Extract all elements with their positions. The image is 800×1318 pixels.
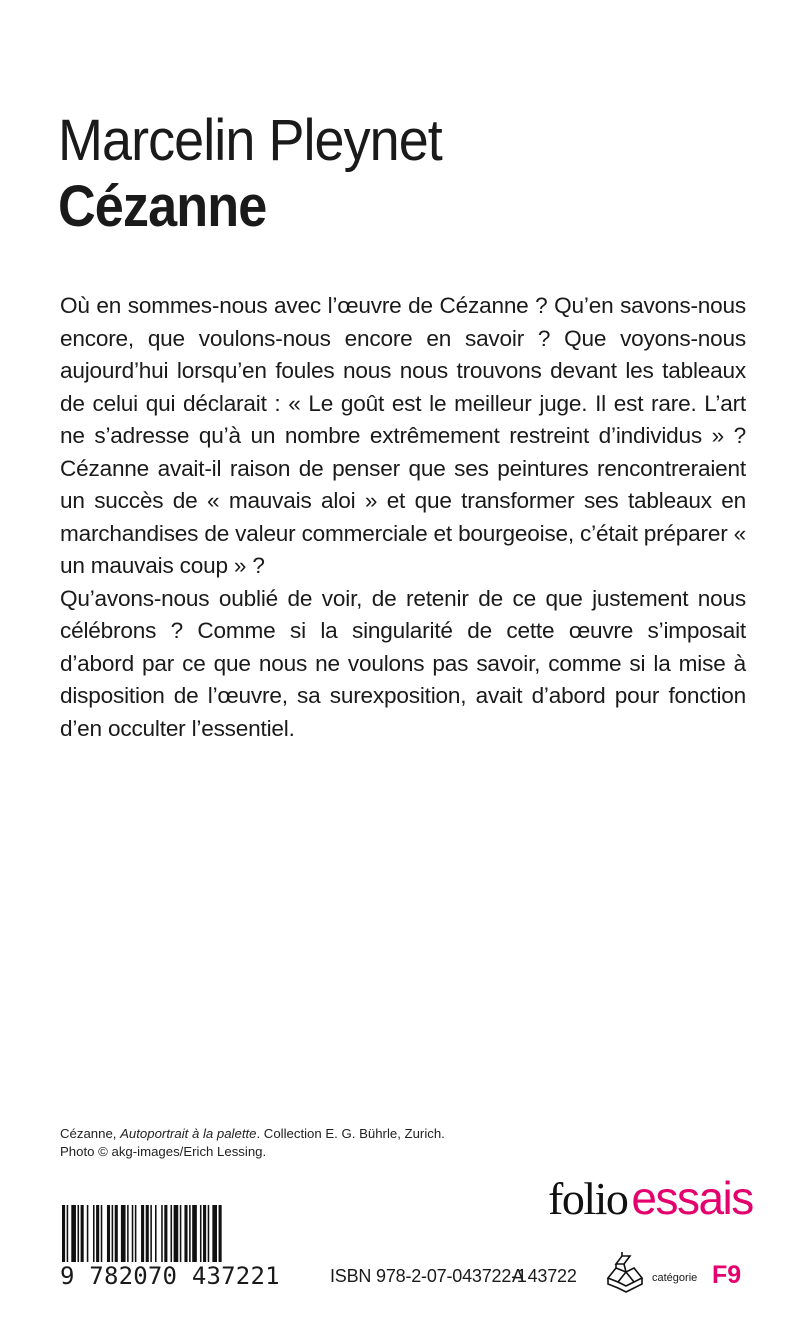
blurb-paragraph-2: Qu’avons-nous oublié de voir, de retenir de ce que justement nous célébrons ? Comme si la singularité de cette œuvre s’imposait d’abord par ce que nous ne voulons pas savoir, comme si la mise à disposition de l’œuvre, sa surexposition, avait d’abord pour fonction d’en occulter l’essentiel. — [60, 585, 746, 741]
category-code: F9 — [712, 1261, 742, 1289]
category-label: catégorie — [652, 1272, 698, 1284]
isbn-number: ISBN 978-2-07-043722-1 — [330, 1266, 527, 1286]
credit-work-title: Autoportrait à la palette — [120, 1126, 257, 1141]
credit-line-1 — [60, 1125, 445, 1143]
barcode-digits: 9 782070 437221 — [60, 1262, 295, 1290]
logo-essais: essais — [631, 1172, 753, 1224]
folio-essais-logo — [548, 1172, 753, 1224]
back-cover-blurb — [60, 290, 746, 745]
cover-image-credit — [60, 1125, 445, 1161]
credit-collection: . Collection E. G. Bührle, Zurich. — [256, 1126, 445, 1141]
credit-artist: Cézanne, — [60, 1126, 117, 1141]
credit-photo: Photo © akg-images/Erich Lessing. — [60, 1144, 267, 1159]
book-title: Cézanne — [58, 174, 267, 239]
product-code: A 43722 — [512, 1266, 577, 1286]
blurb-paragraph-1: Où en sommes-nous avec l’œuvre de Cézanne ? Qu’en savons-nous encore, que voulons-nous encore en savoir ? Que voyons-nous aujourd’hui lorsqu’en foules nous nous trouvons devant les tableaux de celui qui déclarait : « Le goût est le meilleur juge. Il est rare. L’art ne s’adresse qu’à un nombre extrêmement restreint d’individus » ? Cézanne avait-il raison de penser que ses peintures rencontreraient un succès de « mauvais aloi » et que transformer ses tableaux en marchandises de valeur commerciale et bourgeoise, c’était préparer « un mauvais coup » ? — [60, 293, 746, 578]
logo-folio: folio — [548, 1173, 628, 1224]
author-name: Marcelin Pleynet — [58, 108, 442, 173]
gallimard-books-icon — [604, 1250, 646, 1294]
